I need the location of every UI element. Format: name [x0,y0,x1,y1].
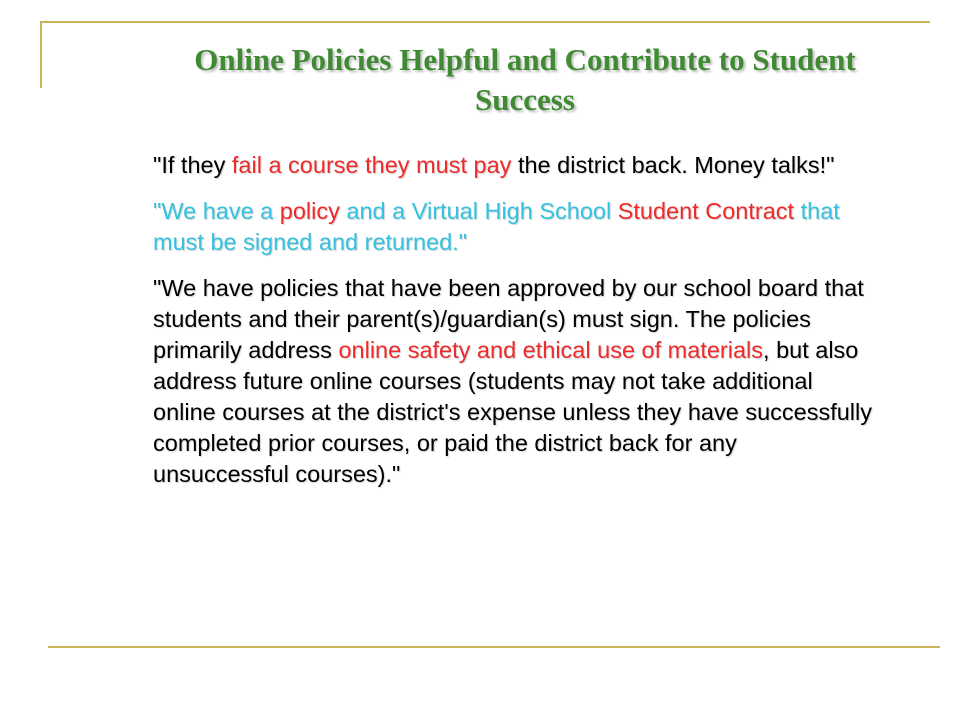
top-rule [40,21,930,23]
quote-2-highlight: Student Contract [617,198,795,224]
quote-1-segment: the district back. Money talks!" [511,152,835,178]
quote-1 [153,150,873,181]
quote-list [153,150,873,505]
quote-1-segment: "If they [153,152,232,178]
quote-3-segment: "We have policies that have been approved by our school board that students and their parent(s)/guardian(s) must sign. The policies primarily address [153,275,864,363]
quote-2-segment: "We have a [153,198,280,224]
quote-2-highlight: policy [279,198,340,224]
quote-2-segment: and a Virtual High School [339,198,618,224]
quote-2-segment: that must be signed and returned." [153,198,840,255]
quote-3-segment: , but also address future online courses (students may not take additional online courses at the district's expense unless they have successfully completed prior courses, or paid the district back for any unsuccessful courses)." [153,337,872,487]
quote-2 [153,196,873,258]
bottom-rule [48,646,940,648]
slide-title: Online Policies Helpful and Contribute to Student Success [194,42,856,117]
quote-3 [153,273,873,490]
left-rule [40,21,42,88]
quote-1-highlight: fail a course they must pay [231,152,512,178]
quote-3-highlight: online safety and ethical use of materials [338,337,764,363]
